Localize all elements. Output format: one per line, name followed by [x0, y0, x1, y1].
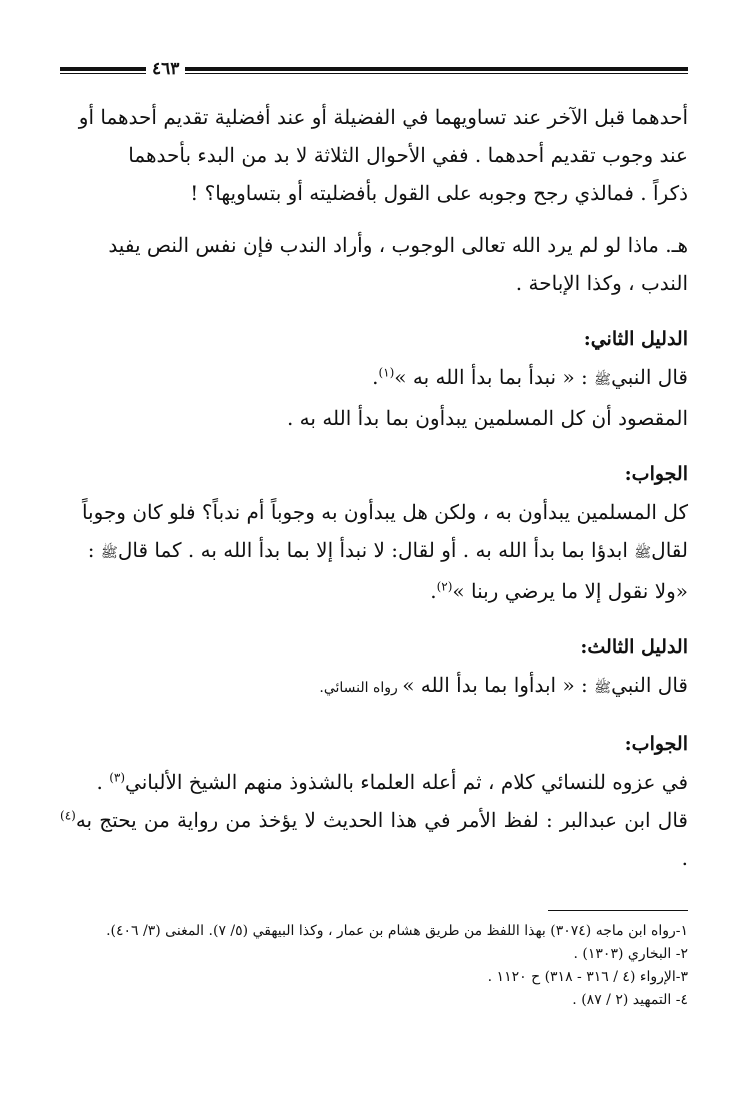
hadith-quote: : « نبدأ بما بدأ الله به »	[394, 365, 595, 389]
section-heading: الجواب:	[624, 733, 688, 755]
footnote: ٤- التمهيد (٢ / ٨٧) .	[572, 992, 688, 1008]
punctuation: .	[372, 365, 379, 389]
hadith-line	[60, 666, 688, 707]
quote-prefix: قال النبي	[611, 673, 688, 697]
text-fragment: ابدؤا بما بدأ الله به . أو لقال: لا نبدأ إلا بما بدأ الله به . كما قال	[117, 538, 635, 562]
footnote: ١-رواه ابن ماجه (٣٠٧٤) بهذا اللفظ من طريق هشام بن عمار ، وكذا البيهقي (٥/ ٧). المغنى (٣/ ٤٠٦).	[106, 923, 688, 939]
page-number: ٤٦٣	[146, 58, 185, 80]
text-fragment: لقال	[651, 538, 688, 562]
text-fragment: :	[87, 538, 101, 562]
footnote-ref: (٤)	[60, 808, 76, 823]
text-line	[60, 801, 688, 877]
text-fragment: قال ابن عبدالبر : لفظ الأمر في هذا الحديث لا يؤخذ من رواية من يحتج به	[75, 808, 688, 832]
section-heading: الجواب:	[624, 463, 688, 485]
text-fragment: في عزوه للنسائي كلام ، ثم أعله العلماء بالشذوذ منهم الشيخ الألباني	[125, 770, 688, 794]
page-header	[60, 58, 688, 80]
salah-symbol: ﷺ	[594, 680, 612, 696]
continuation-paragraph	[60, 98, 688, 212]
text-line: هـ. ماذا لو لم يرد الله تعالى الوجوب ، وأراد الندب فإن نفس النص يفيد	[108, 233, 688, 257]
answer-2-section	[60, 727, 688, 877]
evidence-3-section	[60, 630, 688, 707]
footnote: ٣-الإرواء (٤ / ٣١٦ - ٣١٨) ح ١١٢٠ .	[487, 969, 688, 985]
text-line: كل المسلمين يبدأون به ، ولكن هل يبدأون به وجوباً أم ندباً؟ فلو كان وجوباً	[81, 500, 688, 524]
punctuation: .	[681, 846, 688, 870]
salah-symbol: ﷺ	[634, 545, 652, 561]
punctuation: .	[96, 770, 110, 794]
text-line	[60, 572, 688, 610]
hadith-quote: «ولا نقول إلا ما يرضي ربنا »	[452, 579, 688, 603]
punctuation: .	[430, 579, 437, 603]
page	[60, 58, 688, 1095]
point-he-paragraph	[60, 226, 688, 302]
footnote: ٢- البخاري (١٣٠٣) .	[573, 946, 688, 962]
salah-symbol: ﷺ	[594, 372, 612, 388]
text-line: أحدهما قبل الآخر عند تساويهما في الفضيلة أو عند أفضلية تقديم أحدهما أو	[78, 105, 688, 129]
footnote-ref: (١)	[378, 365, 395, 380]
text-line: ذكراً . فمالذي رجح وجوبه على القول بأفضليته أو بتساويها؟ !	[190, 181, 688, 205]
footnotes	[60, 920, 688, 1012]
footnote-ref: (٣)	[109, 770, 126, 785]
footnote-ref: (٢)	[436, 579, 453, 594]
section-heading: الدليل الثالث:	[580, 636, 688, 658]
hadith-quote: : « ابدأوا بما بدأ الله »	[402, 673, 595, 697]
salah-symbol: ﷺ	[100, 545, 118, 561]
section-heading: الدليل الثاني:	[583, 328, 688, 350]
text-line: الندب ، وكذا الإباحة .	[515, 271, 688, 295]
hadith-line	[60, 358, 688, 399]
quote-prefix: قال النبي	[611, 365, 688, 389]
narrator-note: رواه النسائي.	[319, 680, 403, 696]
text-line	[60, 531, 688, 572]
text-line: المقصود أن كل المسلمين يبدأون بما بدأ الله به .	[286, 406, 688, 430]
evidence-2-section	[60, 322, 688, 437]
text-line: عند وجوب تقديم أحدهما . ففي الأحوال الثلاثة لا بد من البدء بأحدهما	[128, 143, 688, 167]
footnote-divider	[548, 910, 688, 911]
text-line	[60, 763, 688, 801]
answer-1-section	[60, 457, 688, 610]
